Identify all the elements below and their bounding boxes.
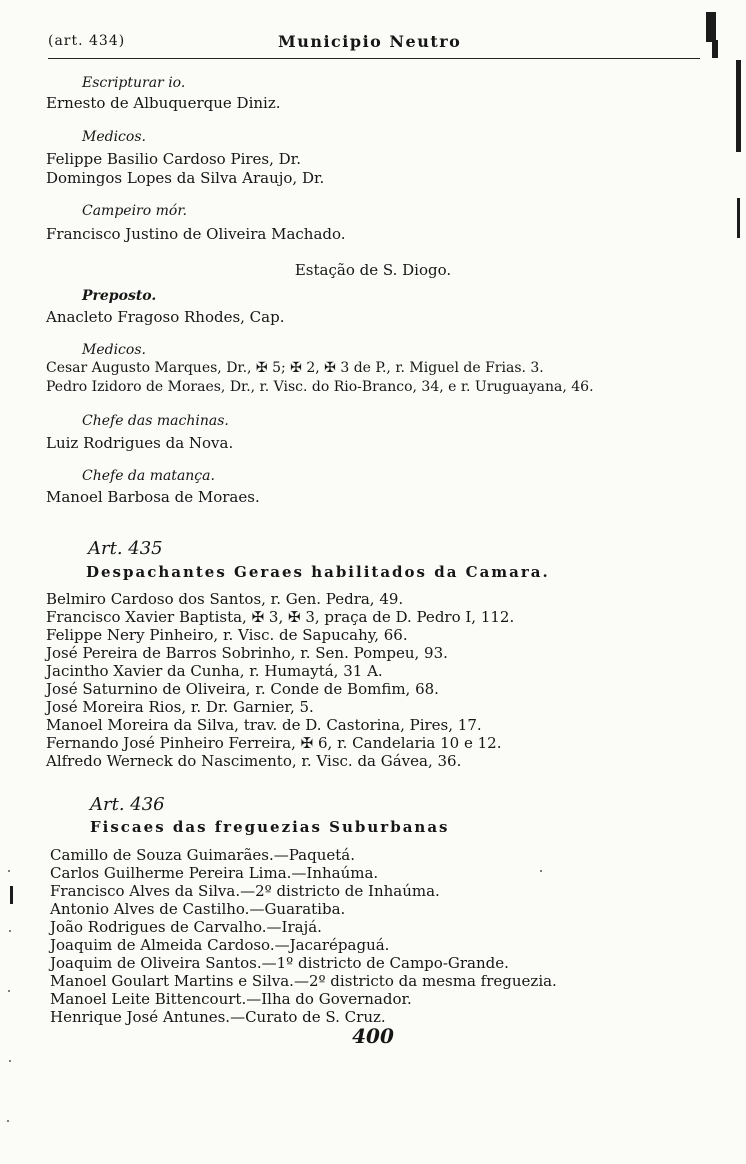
person-entry: Ernesto de Albuquerque Diniz. [46,94,281,112]
list-item: José Saturnino de Oliveira, r. Conde de Bomfim, 68. [46,680,439,698]
article-label: Art. 436 [90,794,165,815]
list-item: José Moreira Rios, r. Dr. Garnier, 5. [46,698,314,716]
article-reference: (art. 434) [48,33,126,49]
list-item: Jacintho Xavier da Cunha, r. Humaytá, 31 A. [46,662,383,680]
person-entry: Domingos Lopes da Silva Araujo, Dr. [46,169,325,187]
scan-artifact [737,198,740,238]
section-heading: Despachantes Geraes habilitados da Camara. [86,563,550,581]
role-title: Medicos. [82,129,146,145]
list-item: Alfredo Werneck do Nascimento, r. Visc. da Gávea, 36. [46,752,462,770]
scan-speck [540,870,542,872]
list-item: Carlos Guilherme Pereira Lima.—Inhaúma. [50,864,379,882]
scan-artifact [706,12,716,42]
role-title: Preposto. [82,288,157,304]
section-heading: Fiscaes das freguezias Suburbanas [90,818,450,836]
station-title: Estação de S. Diogo. [294,261,452,279]
person-entry: Felippe Basilio Cardoso Pires, Dr. [46,150,301,168]
list-item: José Pereira de Barros Sobrinho, r. Sen. Pompeu, 93. [46,644,448,662]
list-item: Felippe Nery Pinheiro, r. Visc. de Sapucahy, 66. [46,626,408,644]
scan-speck [9,1060,11,1062]
scan-artifact [736,60,741,152]
list-item: Francisco Xavier Baptista, ✠ 3, ✠ 3, praça de D. Pedro I, 112. [46,608,515,626]
role-title: Campeiro mór. [82,203,187,219]
role-title: Chefe da matança. [82,468,215,484]
scan-artifact [712,40,718,58]
page-header [48,30,700,59]
list-item: João Rodrigues de Carvalho.—Irajá. [50,918,322,936]
role-title: Chefe das machinas. [82,413,229,429]
list-item: Henrique José Antunes.—Curato de S. Cruz. [50,1008,386,1026]
list-item: Manoel Moreira da Silva, trav. de D. Castorina, Pires, 17. [46,716,482,734]
person-entry: Cesar Augusto Marques, Dr., ✠ 5; ✠ 2, ✠ 3 de P., r. Miguel de Frias. 3. [46,360,544,376]
scan-speck [8,990,10,992]
article-label: Art. 435 [88,538,163,559]
list-item: Fernando José Pinheiro Ferreira, ✠ 6, r. Candelaria 10 e 12. [46,734,502,752]
role-title: Medicos. [82,342,146,358]
person-entry: Francisco Justino de Oliveira Machado. [46,225,346,243]
person-entry: Luiz Rodrigues da Nova. [46,434,234,452]
person-entry: Anacleto Fragoso Rhodes, Cap. [46,308,285,326]
list-item: Manoel Goulart Martins e Silva.—2º districto da mesma freguezia. [50,972,557,990]
scan-speck [9,930,11,932]
list-item: Joaquim de Almeida Cardoso.—Jacarépaguá. [50,936,390,954]
person-entry: Manoel Barbosa de Moraes. [46,488,260,506]
list-item: Francisco Alves da Silva.—2º districto de Inhaúma. [50,882,440,900]
scan-speck [8,870,10,872]
list-item: Antonio Alves de Castilho.—Guaratiba. [50,900,346,918]
list-item: Manoel Leite Bittencourt.—Ilha do Governador. [50,990,412,1008]
list-item: Joaquim de Oliveira Santos.—1º districto de Campo-Grande. [50,954,509,972]
scan-speck [7,1120,9,1122]
role-title: Escripturar io. [82,75,186,91]
running-title: Municipio Neutro [278,32,462,51]
scan-artifact [10,886,13,904]
person-entry: Pedro Izidoro de Moraes, Dr., r. Visc. do Rio-Branco, 34, e r. Uruguayana, 46. [46,379,594,395]
page-number: 400 [352,1024,394,1048]
list-item: Camillo de Souza Guimarães.—Paquetá. [50,846,355,864]
list-item: Belmiro Cardoso dos Santos, r. Gen. Pedra, 49. [46,590,404,608]
